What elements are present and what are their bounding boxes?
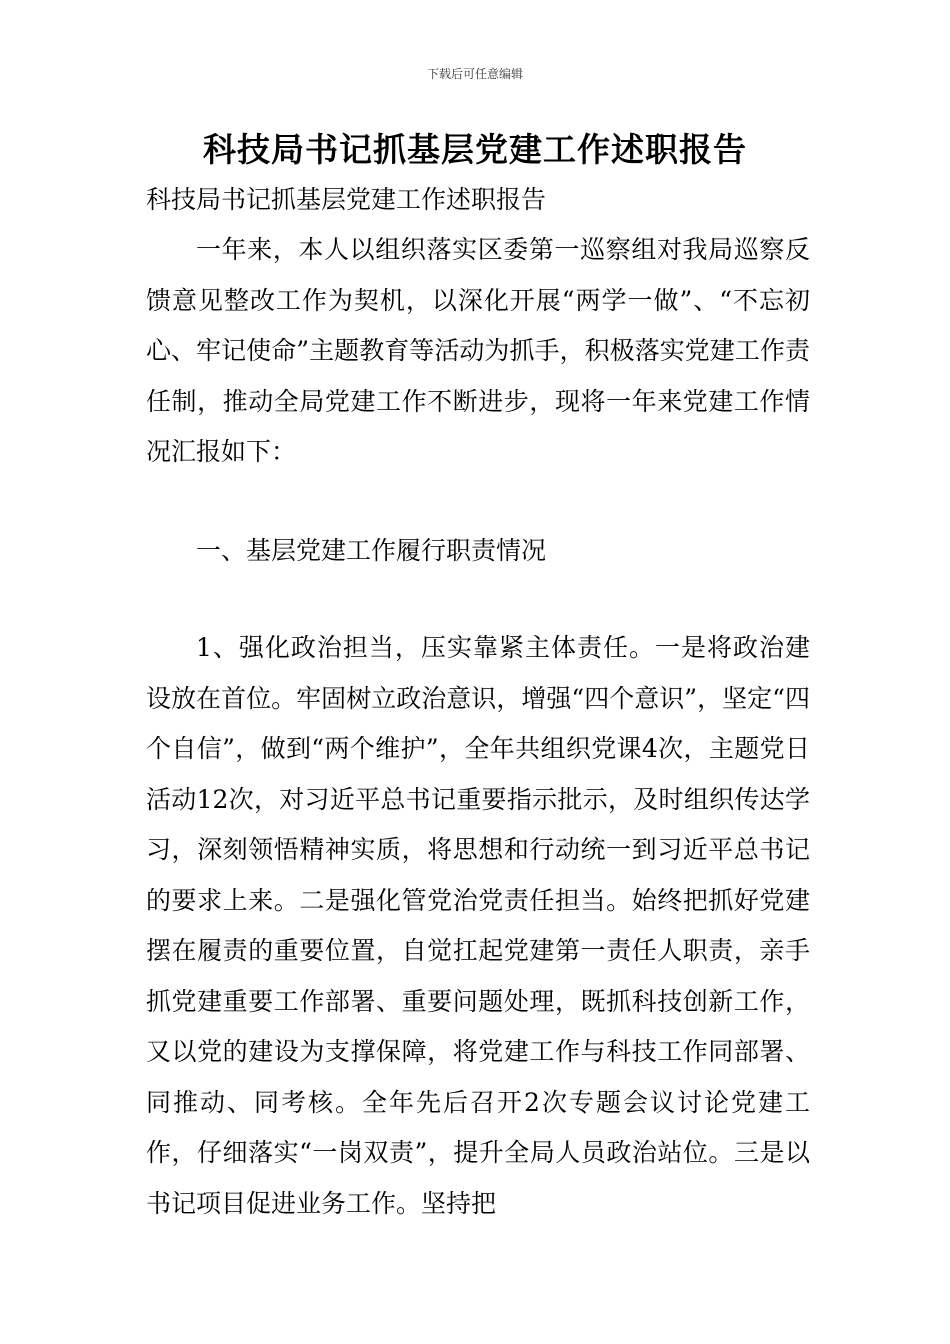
- section-heading: 一、基层党建工作履行职责情况: [196, 536, 547, 565]
- header-note: 下载后可任意编辑: [426, 67, 523, 81]
- intro-paragraph: 一年来，本人以组织落实区委第一巡察组对我局巡察反馈意见整改工作为契机，以深化开展“两学一做”、“不忘初心、牢记使命”主题教育等活动为抓手，积极落实党建工作责任制，推动全局党建工作不断进步，现将一年来党建工作情况汇报如下：: [146, 235, 810, 466]
- document-title: 科技局书记抓基层党建工作述职报告: [203, 130, 747, 169]
- document-subtitle: 科技局书记抓基层党建工作述职报告: [146, 185, 547, 214]
- point-1-paragraph: 1、强化政治担当，压实靠紧主体责任。一是将政治建设放在首位。牢固树立政治意识，增强“四个意识”，坚定“四个自信”，做到“两个维护”，全年共组织党课4次，主题党日活动12次，对习近平总书记重要指示批示，及时组织传达学习，深刻领悟精神实质，将思想和行动统一到习近平总书记的要求上来。二是强化管党治党责任担当。始终把抓好党建摆在履责的重要位置，自觉扛起党建第一责任人职责，亲手抓党建重要工作部署、重要问题处理，既抓科技创新工作，又以党的建设为支撑保障，将党建工作与科技工作同部署、同推动、同考核。全年先后召开2次专题会议讨论党建工作，仔细落实“一岗双责”，提升全局人员政治站位。三是以书记项目促进业务工作。坚持把: [146, 633, 810, 1218]
